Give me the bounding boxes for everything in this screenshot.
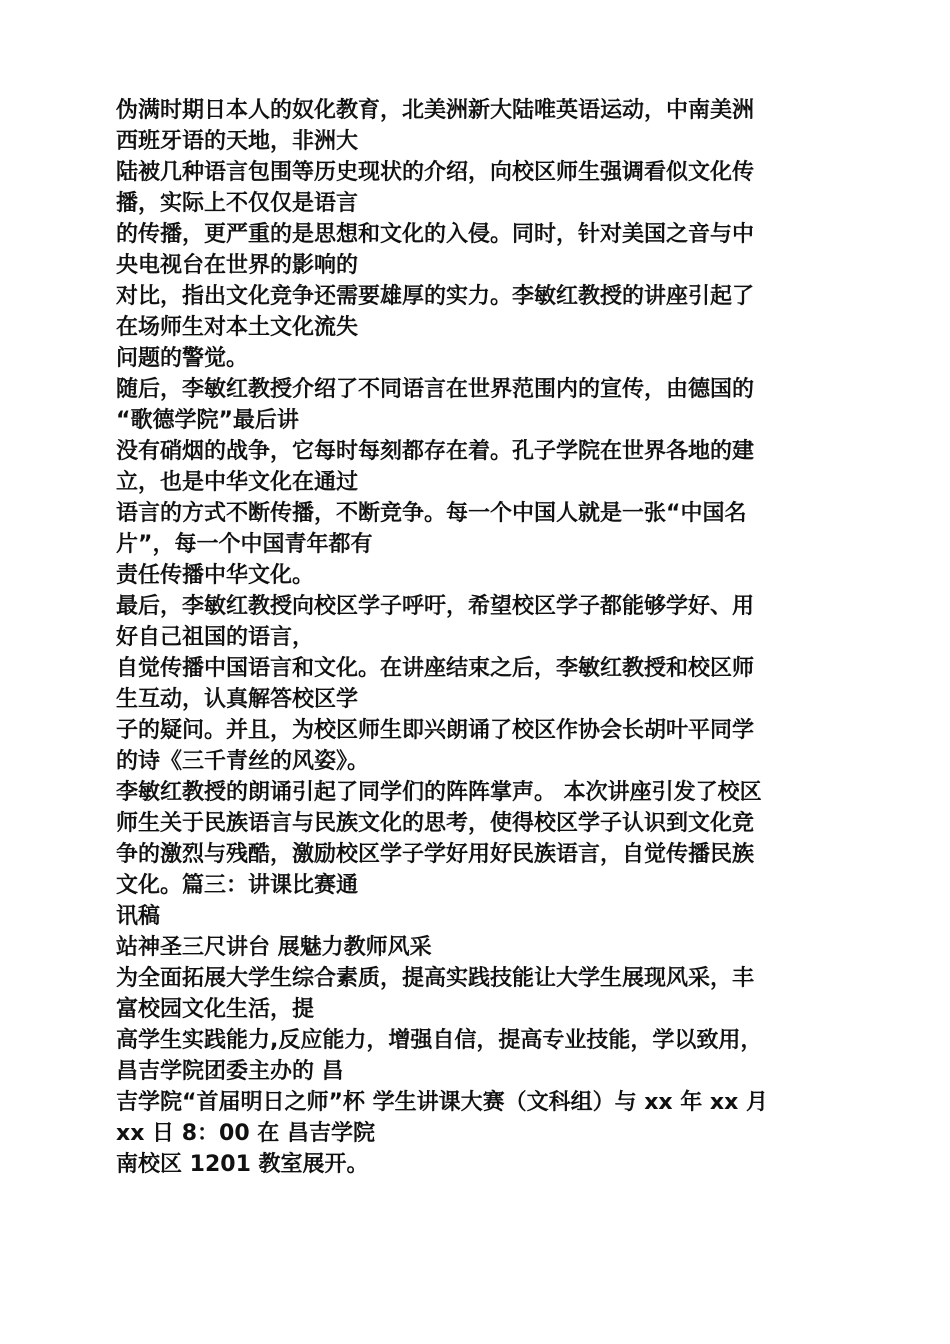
text-line: 立，也是中华文化在通过 bbox=[116, 470, 359, 495]
section-title: 站神圣三尺讲台 展魅力教师风采 bbox=[116, 935, 432, 960]
text-line: 没有硝烟的战争，它每时每刻都存在着。孔子学院在世界各地的建 bbox=[116, 439, 755, 464]
text-line: 自觉传播中国语言和文化。在讲座结束之后，李敏红教授和校区师 bbox=[116, 656, 755, 681]
text-line: 随后，李敏红教授介绍了不同语言在世界范围内的宣传，由德国的 bbox=[116, 377, 755, 402]
text-line: 生互动，认真解答校区学 bbox=[116, 687, 359, 712]
text-line: 昌吉学院团委主办的 昌 bbox=[116, 1059, 344, 1084]
text-line: 责任传播中华文化。 bbox=[116, 563, 315, 588]
text-line: 的传播，更严重的是思想和文化的入侵。同时，针对美国之音与中 bbox=[116, 222, 755, 247]
text-line: 伪满时期日本人的奴化教育，北美洲新大陆唯英语运动，中南美洲 bbox=[116, 98, 755, 123]
text-line: 文化。篇三：讲课比赛通 bbox=[116, 873, 359, 898]
text-line: 最后，李敏红教授向校区学子呼吁，希望校区学子都能够学好、用 bbox=[116, 594, 755, 619]
text-line: 问题的警觉。 bbox=[116, 346, 249, 371]
text-line: 高学生实践能力,反应能力，增强自信，提高专业技能，学以致用， bbox=[116, 1028, 763, 1053]
text-line: 语言的方式不断传播，不断竞争。每一个中国人就是一张“中国名 bbox=[116, 501, 747, 526]
text-line: 好自己祖国的语言， bbox=[116, 625, 315, 650]
text-line: 为全面拓展大学生综合素质，提高实践技能让大学生展现风采，丰 bbox=[116, 966, 755, 991]
document-page bbox=[116, 95, 836, 1180]
text-line: xx 日 8：00 在 昌吉学院 bbox=[116, 1121, 375, 1146]
text-line: 对比，指出文化竞争还需要雄厚的实力。李敏红教授的讲座引起了 bbox=[116, 284, 755, 309]
text-line: 央电视台在世界的影响的 bbox=[116, 253, 359, 278]
text-line: 陆被几种语言包围等历史现状的介绍，向校区师生强调看似文化传 bbox=[116, 160, 755, 185]
text-line: 争的激烈与残酷，激励校区学子学好用好民族语言，自觉传播民族 bbox=[116, 842, 755, 867]
text-line: 片”，每一个中国青年都有 bbox=[116, 532, 373, 557]
text-line: 在场师生对本土文化流失 bbox=[116, 315, 359, 340]
text-line: 富校园文化生活，提 bbox=[116, 997, 315, 1022]
text-line: 吉学院“首届明日之师”杯 学生讲课大赛（文科组）与 xx 年 xx 月 bbox=[116, 1090, 768, 1115]
text-line: “歌德学院”最后讲 bbox=[116, 408, 299, 433]
text-line: 子的疑问。并且，为校区师生即兴朗诵了校区作协会长胡叶平同学 bbox=[116, 718, 755, 743]
text-line: 李敏红教授的朗诵引起了同学们的阵阵掌声。 本次讲座引发了校区 bbox=[116, 780, 762, 805]
text-line: 西班牙语的天地，非洲大 bbox=[116, 129, 359, 154]
text-line: 讯稿 bbox=[116, 904, 161, 929]
text-line: 南校区 1201 教室展开。 bbox=[116, 1152, 369, 1177]
text-line: 的诗《三千青丝的风姿》。 bbox=[116, 749, 370, 774]
text-line: 播，实际上不仅仅是语言 bbox=[116, 191, 359, 216]
text-line: 师生关于民族语言与民族文化的思考，使得校区学子认识到文化竞 bbox=[116, 811, 755, 836]
